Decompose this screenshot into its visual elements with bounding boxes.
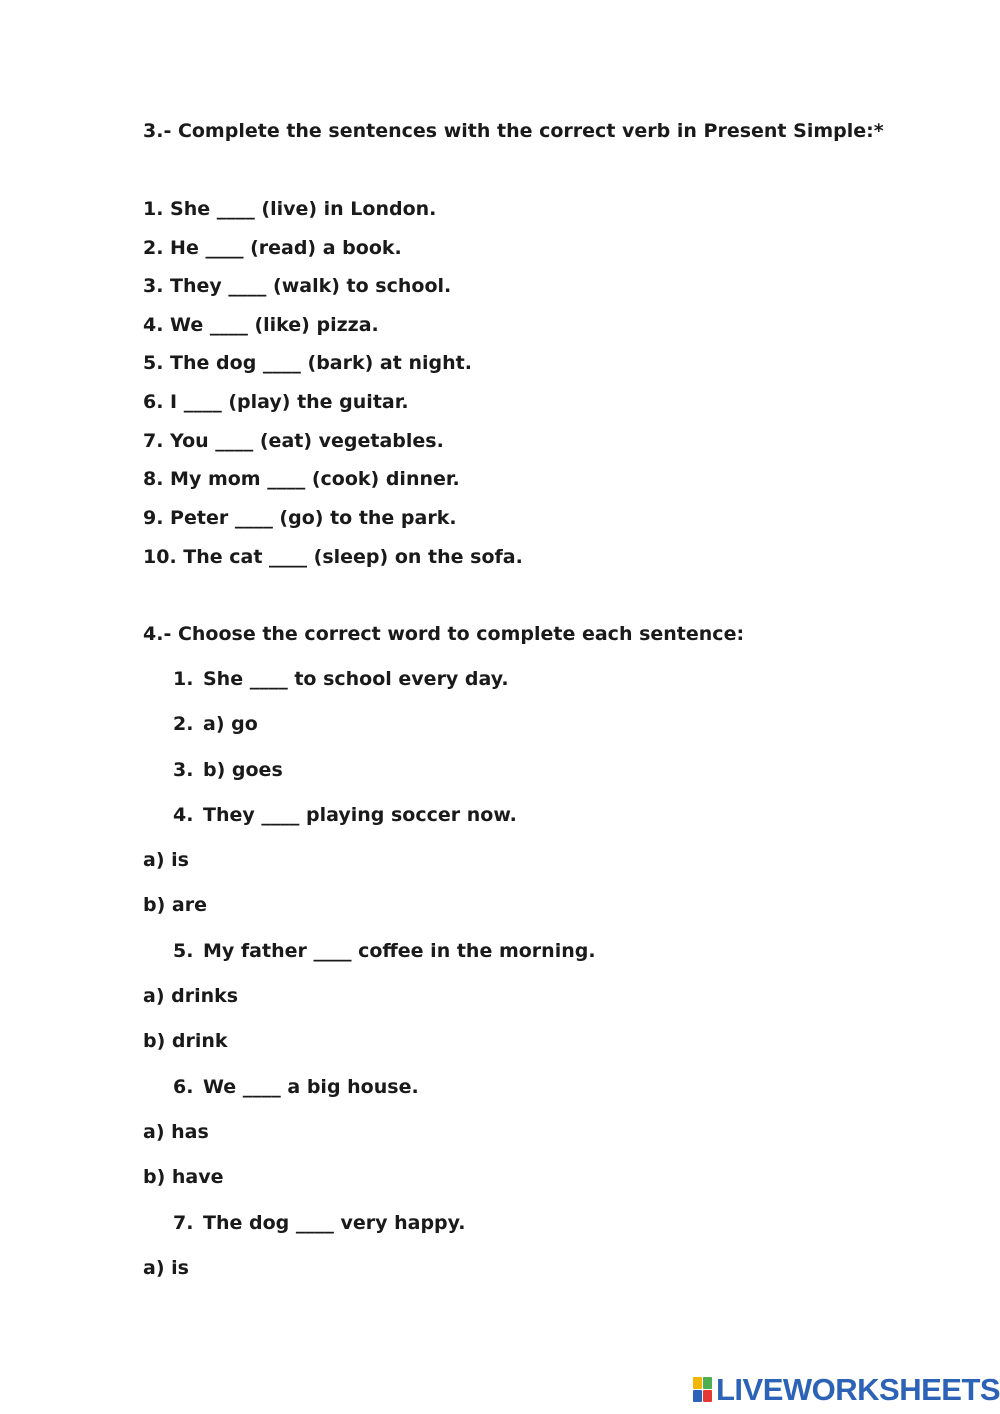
option-line: a) drinks	[143, 985, 239, 1007]
question-line	[173, 667, 509, 691]
logo-text: LIVEWORKSHEETS	[716, 1372, 1000, 1407]
question-text: She ____ to school every day.	[203, 668, 509, 690]
exercise-item: 2. He ____ (read) a book.	[143, 237, 402, 259]
question-line	[173, 712, 258, 736]
question-number: 7.	[173, 1212, 194, 1234]
exercise-item: 10. The cat ____ (sleep) on the sofa.	[143, 546, 523, 568]
exercise-item: 8. My mom ____ (cook) dinner.	[143, 468, 460, 490]
question-line	[173, 1075, 419, 1099]
option-text: a) go	[203, 713, 258, 735]
exercise-item: 7. You ____ (eat) vegetables.	[143, 430, 444, 452]
question-number: 4.	[173, 804, 194, 826]
option-line: a) is	[143, 849, 189, 871]
option-line: a) is	[143, 1257, 189, 1279]
exercise-item: 4. We ____ (like) pizza.	[143, 314, 379, 336]
question-number: 2.	[173, 713, 194, 735]
exercise-item: 5. The dog ____ (bark) at night.	[143, 352, 472, 374]
question-line	[173, 1211, 466, 1235]
exercise-item: 9. Peter ____ (go) to the park.	[143, 507, 457, 529]
question-number: 6.	[173, 1076, 194, 1098]
question-number: 5.	[173, 940, 194, 962]
exercise-item: 6. I ____ (play) the guitar.	[143, 391, 409, 413]
option-line: b) drink	[143, 1030, 228, 1052]
liveworksheets-logo	[693, 1374, 1000, 1406]
question-text: We ____ a big house.	[203, 1076, 419, 1098]
option-line: b) have	[143, 1166, 224, 1188]
question-line	[173, 939, 596, 963]
section-4-title: 4.- Choose the correct word to complete each sentence:	[143, 623, 745, 645]
option-line: b) are	[143, 894, 207, 916]
question-number: 3.	[173, 759, 194, 781]
option-line: a) has	[143, 1121, 209, 1143]
exercise-item: 3. They ____ (walk) to school.	[143, 275, 452, 297]
question-text: They ____ playing soccer now.	[203, 804, 517, 826]
section-3-title: 3.- Complete the sentences with the correct verb in Present Simple:*	[143, 120, 884, 142]
question-number: 1.	[173, 668, 194, 690]
option-text: b) goes	[203, 759, 283, 781]
question-text: My father ____ coffee in the morning.	[203, 940, 596, 962]
question-line	[173, 758, 283, 782]
question-text: The dog ____ very happy.	[203, 1212, 466, 1234]
exercise-item: 1. She ____ (live) in London.	[143, 198, 437, 220]
logo-blocks-icon	[693, 1377, 713, 1403]
question-line	[173, 803, 517, 827]
